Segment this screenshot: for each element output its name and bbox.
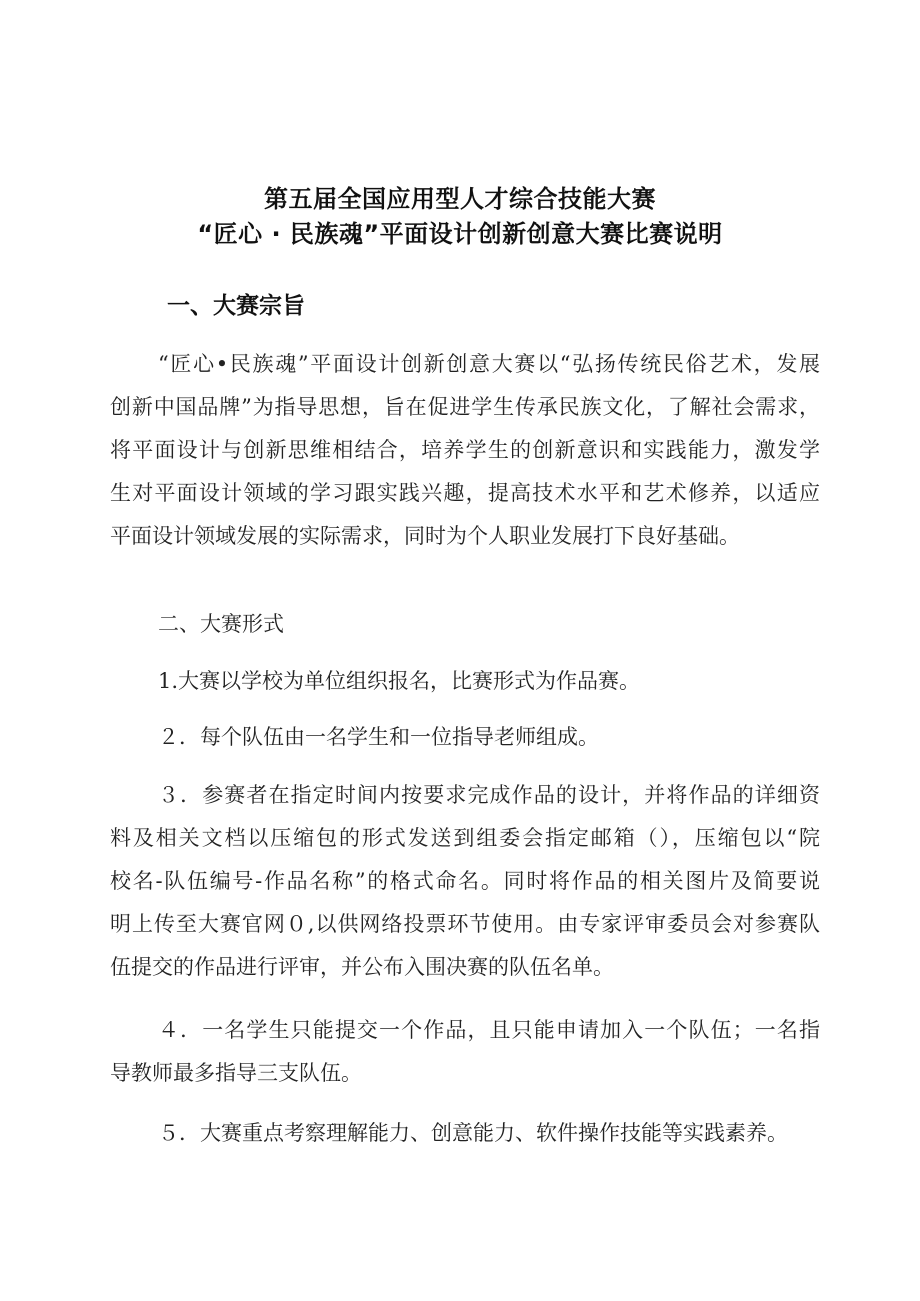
document-title-line2: “匠心 · 民族魂”平面设计创新创意大赛比赛说明: [197, 220, 723, 248]
paragraph-line: 创新中国品牌”为指导思想，旨在促进学生传承民族文化，了解社会需求，: [110, 395, 820, 419]
section2-item-5: [110, 1112, 820, 1155]
item-line: 明上传至大赛官网０,以供网络投票环节使用。由专家评审委员会对参赛队: [110, 912, 820, 936]
section2-item-3: [110, 774, 820, 989]
item-line: 校名-队伍编号-作品名称”的格式命名。同时将作品的相关图片及简要说: [110, 869, 820, 893]
section2-item-4: [110, 1009, 820, 1095]
item-line: 导教师最多指导三支队伍。: [110, 1061, 362, 1085]
paragraph-line: 将平面设计与创新思维相结合，培养学生的创新意识和实践能力，激发学: [110, 438, 820, 462]
paragraph-line: 平面设计领域发展的实际需求，同时为个人职业发展打下良好基础。: [110, 524, 740, 548]
section2-item-2: [110, 716, 820, 759]
item-line: ３．参赛者在指定时间内按要求完成作品的设计，并将作品的详细资: [158, 783, 820, 807]
paragraph-line: “匠心•民族魂”平面设计创新创意大赛以“弘扬传统民俗艺术，发展: [158, 352, 820, 376]
document-title-line1: 第五届全国应用型人才综合技能大赛: [264, 185, 656, 213]
section2-heading: 二、大赛形式: [158, 612, 284, 636]
item-line: 伍提交的作品进行评审，并公布入围决赛的队伍名单。: [110, 955, 614, 979]
item-line: 1.大赛以学校为单位组织报名，比赛形式为作品赛。: [158, 669, 641, 693]
section1-paragraph: [110, 343, 820, 558]
item-line: 料及相关文档以压缩包的形式发送到组委会指定邮箱（），压缩包以“院: [110, 826, 820, 850]
item-line: ４．一名学生只能提交一个作品，且只能申请加入一个队伍；一名指: [158, 1018, 820, 1042]
item-line: ５．大赛重点考察理解能力、创意能力、软件操作技能等实践素养。: [158, 1121, 788, 1145]
item-line: ２．每个队伍由一名学生和一位指导老师组成。: [158, 725, 599, 749]
section1-heading: 一、大赛宗旨: [167, 293, 305, 319]
paragraph-line: 生对平面设计领域的学习跟实践兴趣，提高技术水平和艺术修养，以适应: [110, 481, 820, 505]
section2-item-1: [110, 660, 820, 703]
